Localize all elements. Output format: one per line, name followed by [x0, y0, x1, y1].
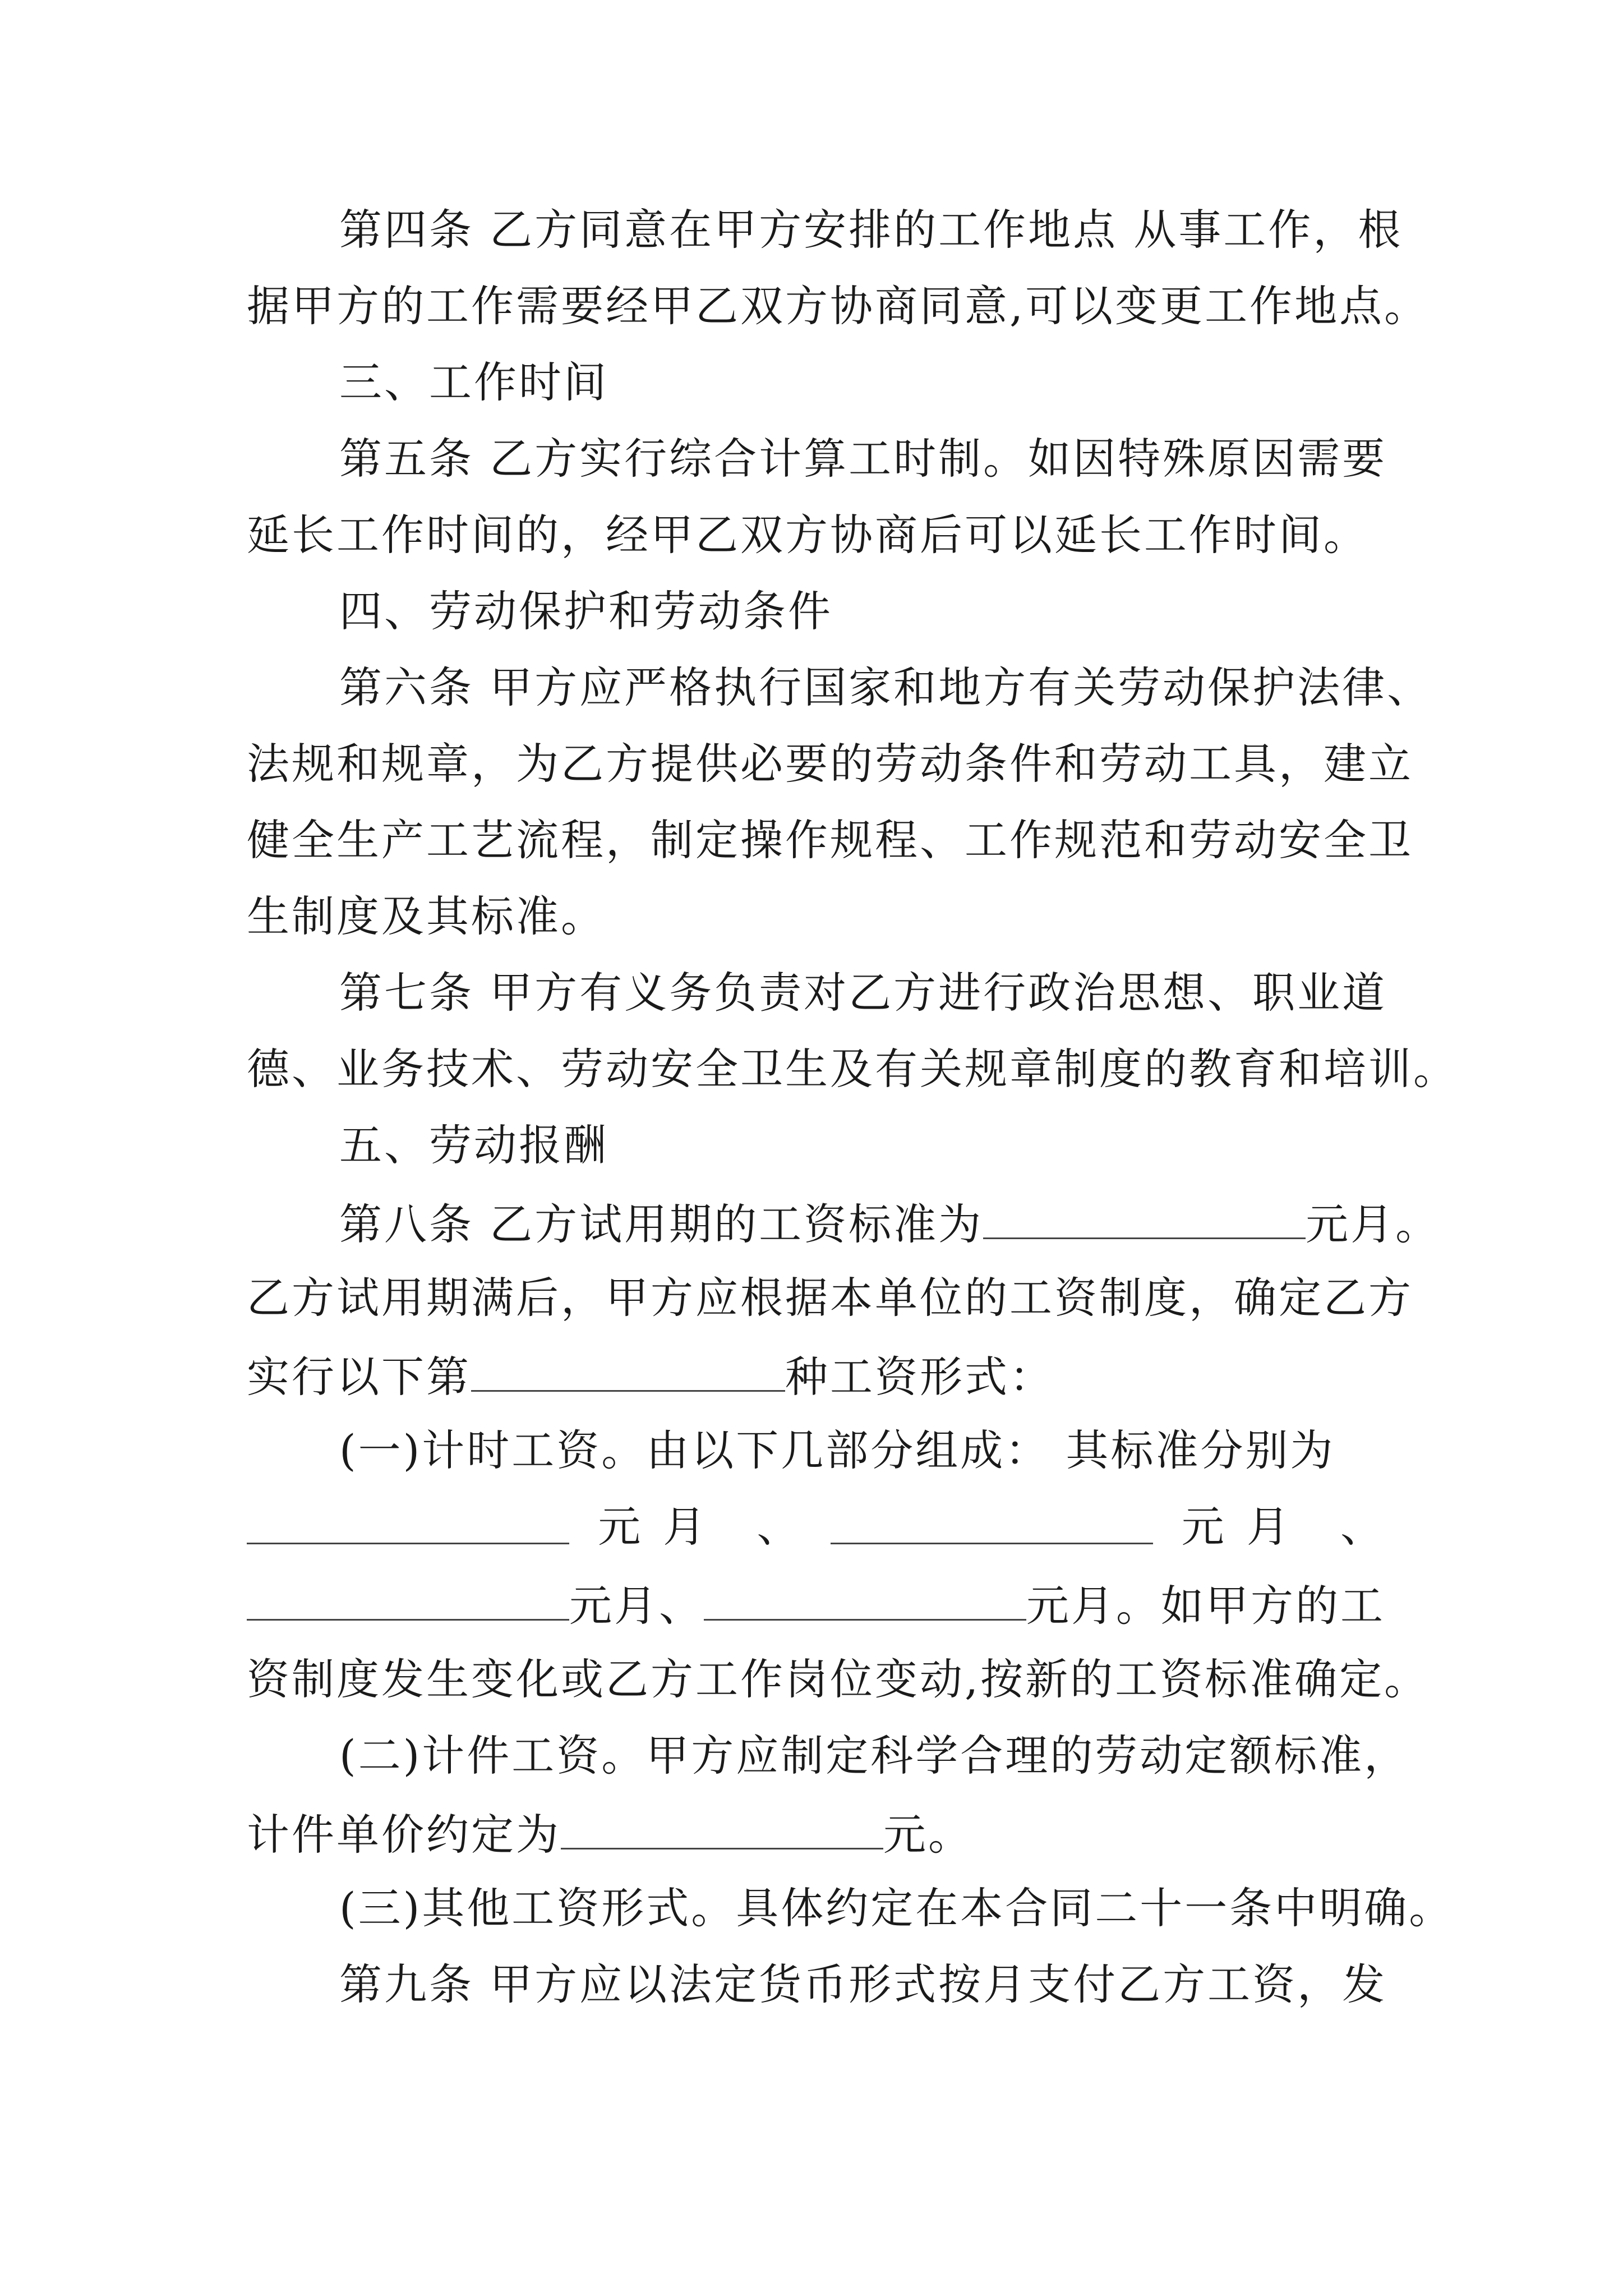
- text-fragment: 元月、: [569, 1581, 704, 1631]
- text-fragment: 元月。: [1306, 1199, 1441, 1249]
- text-line: 乙方试用期满后，甲方应根据本单位的工资制度，确定乙方: [247, 1273, 1413, 1323]
- text-fragment: 实行以下第: [247, 1352, 471, 1402]
- fill-in-blank[interactable]: [247, 1506, 569, 1544]
- section-heading: 五、劳动报酬: [339, 1120, 608, 1170]
- text-line: (二)计件工资。甲方应制定科学合理的劳动定额标准，: [339, 1731, 1409, 1780]
- text-line: 生制度及其标准。: [247, 891, 606, 941]
- fill-in-blank[interactable]: [471, 1353, 785, 1392]
- text-line-article-8: [339, 1199, 1441, 1249]
- text-fragment: 、: [1340, 1502, 1385, 1552]
- text-line: 健全生产工艺流程，制定操作规程、工作规范和劳动安全卫: [247, 815, 1413, 865]
- text-fragment: 计件单价约定为: [247, 1810, 561, 1860]
- text-line: 第九条 甲方应以法定货币形式按月支付乙方工资，发: [339, 1959, 1387, 2009]
- text-fragment: 种工资形式：: [785, 1352, 1054, 1402]
- fill-in-blank[interactable]: [561, 1811, 883, 1849]
- section-heading: 三、工作时间: [339, 357, 608, 407]
- text-fragment: 元。: [883, 1810, 973, 1860]
- text-fragment: 、: [757, 1502, 802, 1552]
- text-line: 第六条 甲方应严格执行国家和地方有关劳动保护法律、: [339, 662, 1432, 712]
- text-line: (一)计时工资。由以下几部分组成： 其标准分别为: [339, 1425, 1335, 1475]
- text-line: [247, 1581, 1385, 1631]
- fill-in-blank[interactable]: [831, 1506, 1153, 1544]
- text-line: 资制度发生变化或乙方工作岗位变动,按新的工资标准确定。: [247, 1654, 1430, 1704]
- text-line: (三)其他工资形式。具体约定在本合同二十一条中明确。: [339, 1883, 1454, 1933]
- text-line: 第四条 乙方同意在甲方安排的工作地点 从事工作，根: [339, 205, 1403, 255]
- text-line: [247, 1352, 1054, 1402]
- fill-in-blank[interactable]: [247, 1582, 569, 1621]
- text-line: [247, 1810, 973, 1860]
- text-fragment: 元月。如甲方的工: [1026, 1581, 1385, 1631]
- text-fragment: 元月: [1181, 1502, 1312, 1552]
- text-fragment: 第八条 乙方试用期的工资标准为: [339, 1199, 984, 1249]
- text-line: 德、业务技术、劳动安全卫生及有关规章制度的教育和培训。: [247, 1044, 1458, 1094]
- section-heading: 四、劳动保护和劳动条件: [339, 586, 833, 636]
- text-line: 延长工作时间的，经甲乙双方协商后可以延长工作时间。: [247, 510, 1368, 560]
- text-line-justified: [247, 1502, 1385, 1552]
- text-fragment: 元月: [598, 1502, 728, 1552]
- text-line: 法规和规章，为乙方提供必要的劳动条件和劳动工具，建立: [247, 739, 1413, 789]
- fill-in-blank[interactable]: [704, 1582, 1026, 1621]
- text-line: 据甲方的工作需要经甲乙双方协商同意,可以变更工作地点。: [247, 281, 1430, 331]
- text-line: 第七条 甲方有义务负责对乙方进行政治思想、职业道: [339, 968, 1387, 1018]
- text-line: 第五条 乙方实行综合计算工时制。如因特殊原因需要: [339, 434, 1387, 484]
- fill-in-blank[interactable]: [983, 1200, 1306, 1239]
